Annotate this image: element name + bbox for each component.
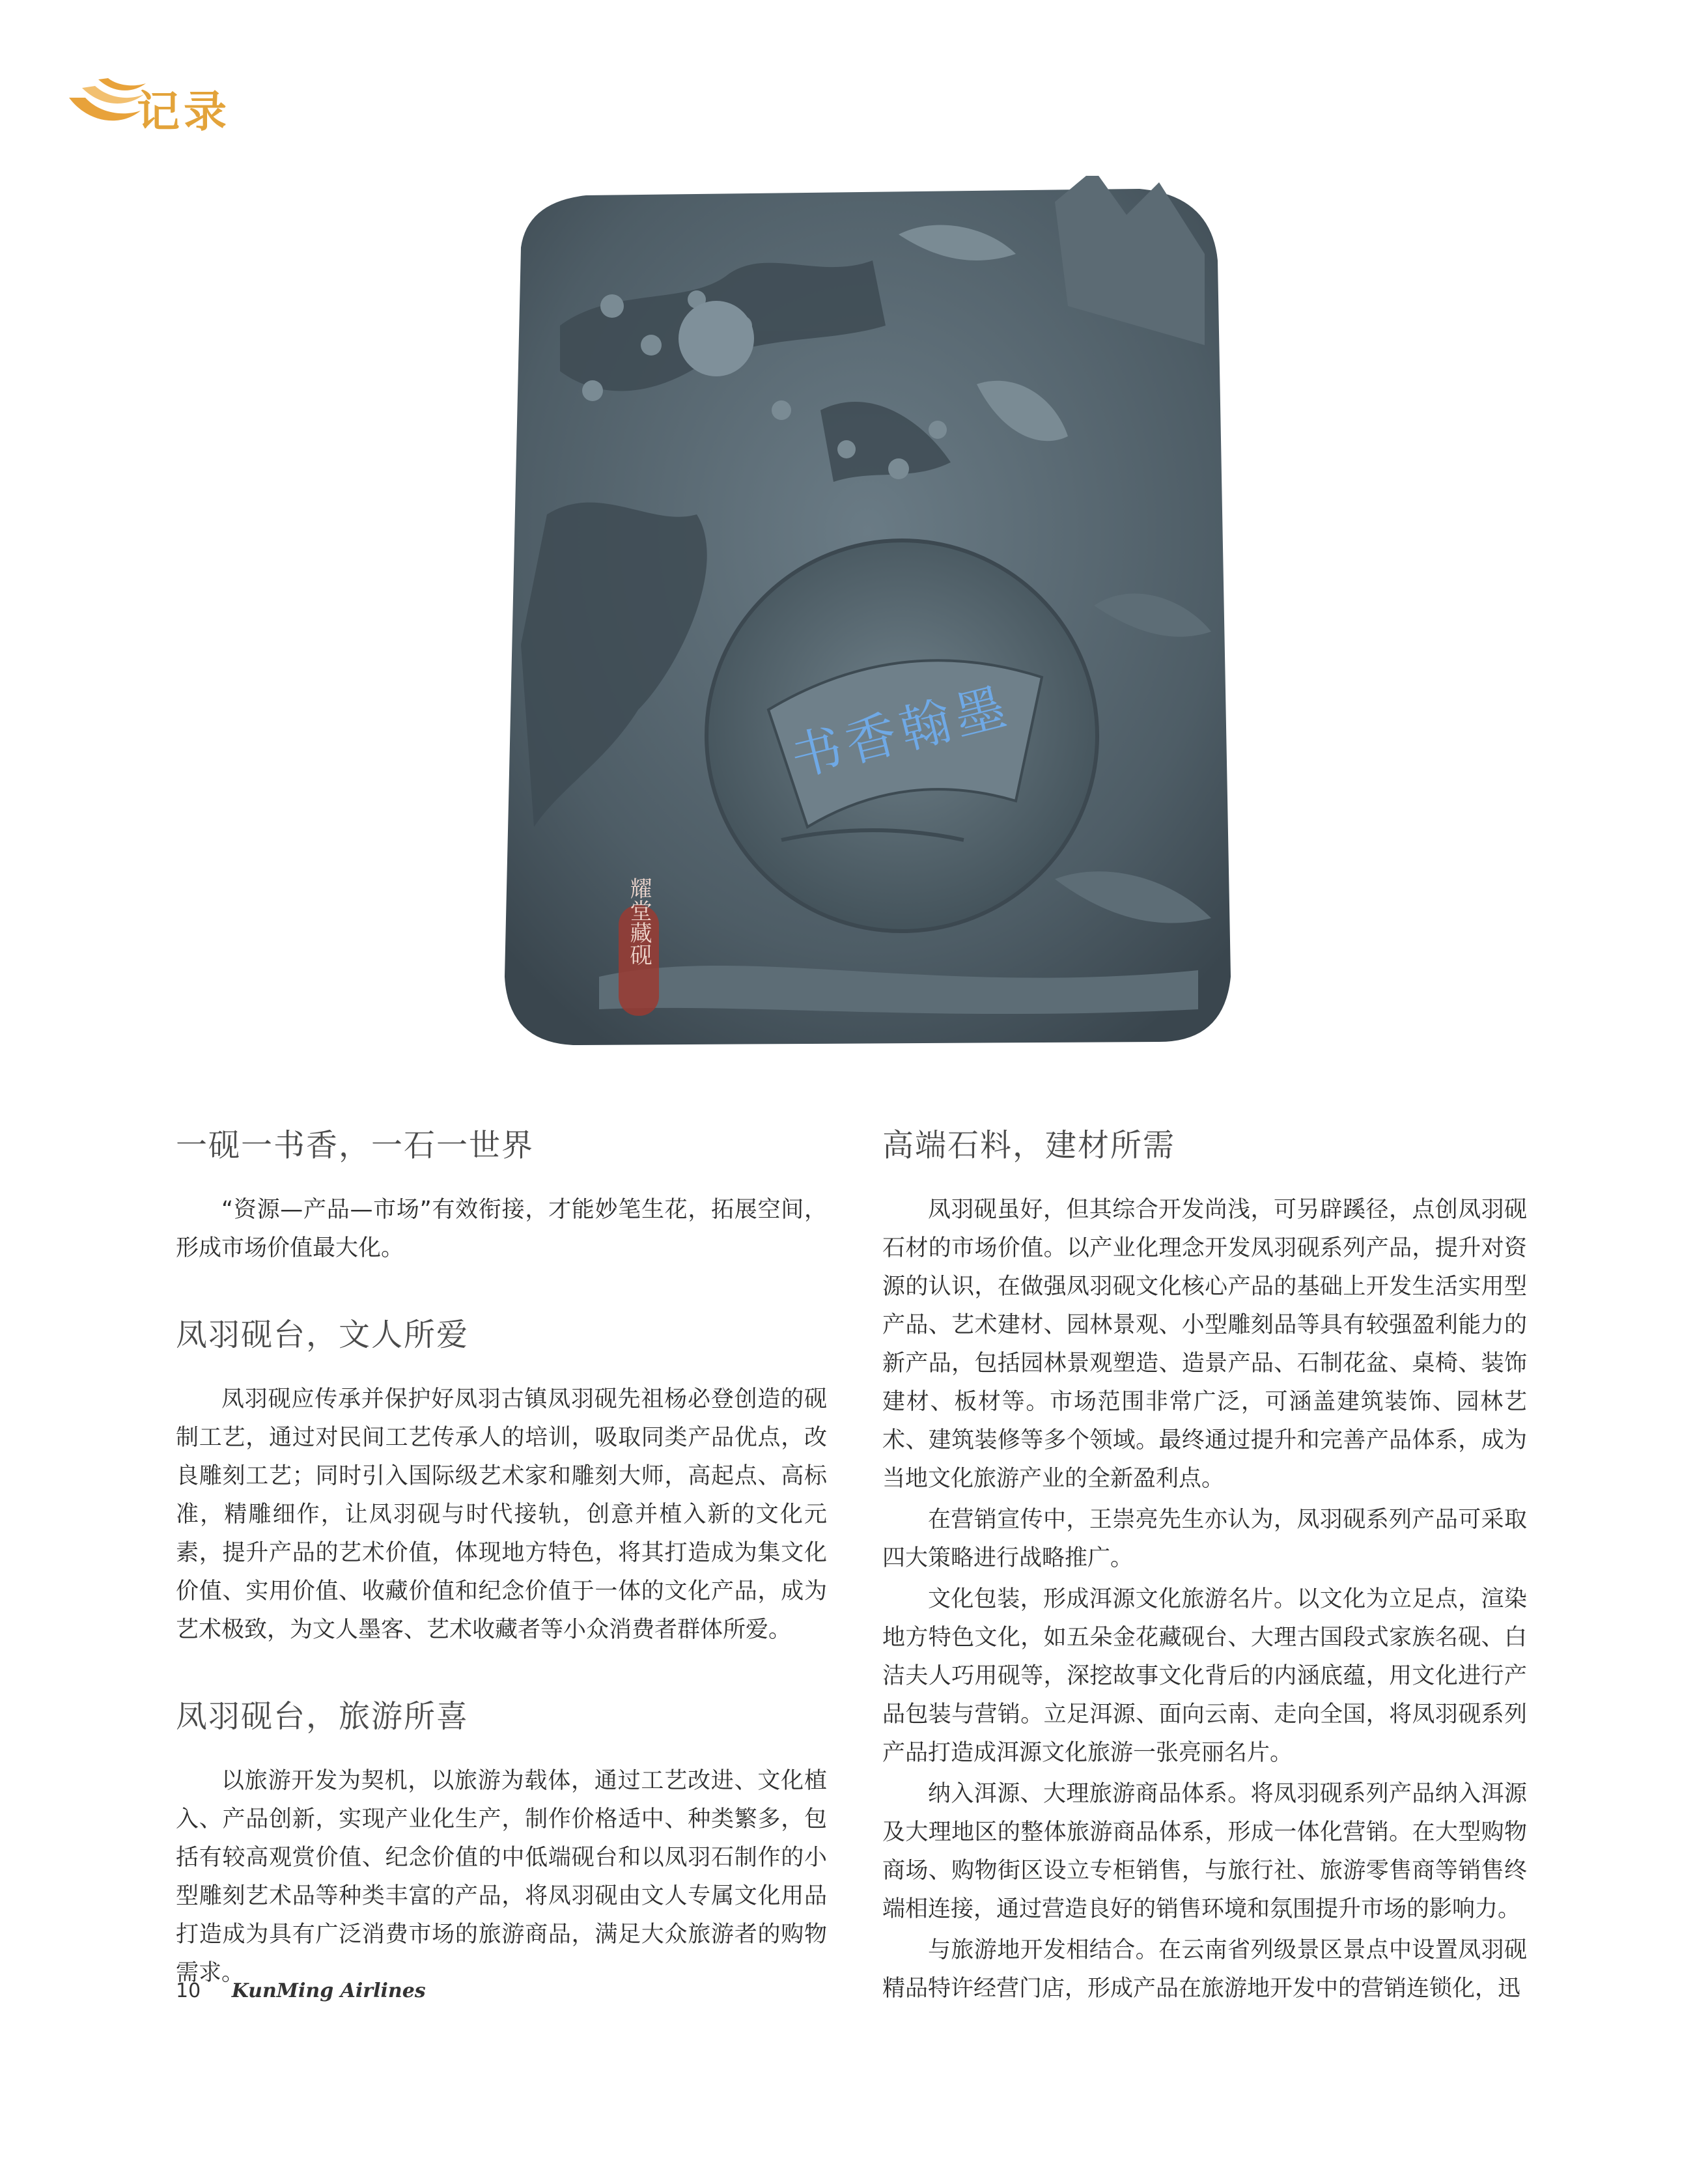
section-heading: 凤羽砚台，旅游所喜: [176, 1698, 469, 1735]
paragraph: 凤羽砚应传承并保护好凤羽古镇凤羽砚先祖杨必登创造的砚制工艺，通过对民间工艺传承人的培训，吸取同类产品优点，改良雕刻工艺；同时引入国际级艺术家和雕刻大师，高起点、高标准，精雕细作，让凤羽砚与时代接轨，创意并植入新的文化元素，提升产品的艺术价值，体现地方特色，将其打造成为集文化价值、实用价值、收藏价值和纪念价值于一体的文化产品，成为艺术极致，为文人墨客、艺术收藏者等小众消费者群体所爱。: [176, 1386, 827, 1643]
paragraph: “资源—产品—市场”有效衔接，才能妙笔生花，拓展空间，形成市场价值最大化。: [176, 1197, 827, 1261]
magazine-name: KunMing Airlines: [231, 1980, 426, 2002]
seal-text: 耀堂藏砚: [626, 877, 652, 966]
page-footer: [176, 1980, 426, 2002]
page-number: 10: [176, 1980, 201, 2002]
right-column: [882, 1120, 1527, 2011]
left-column: [176, 1120, 827, 1995]
paragraph: 凤羽砚虽好，但其综合开发尚浅，可另辟蹊径，点创凤羽砚石材的市场价值。以产业化理念开发凤羽砚系列产品，提升对资源的认识，在做强凤羽砚文化核心产品的基础上开发生活实用型产品、艺术建材、园林景观、小型雕刻品等具有较强盈利能力的新产品，包括园林景观塑造、造景产品、石制花盆、桌椅、装饰建材、板材等。市场范围非常广泛，可涵盖建筑装饰、园林艺术、建筑装修等多个领域。最终通过提升和完善产品体系，成为当地文化旅游产业的全新盈利点。: [882, 1197, 1527, 1492]
section-heading: 一砚一书香，一石一世界: [176, 1127, 535, 1164]
section-heading: 凤羽砚台，文人所爱: [176, 1317, 469, 1353]
section-heading: 高端石料，建材所需: [882, 1127, 1176, 1164]
section-title: 记录: [137, 87, 231, 137]
paragraph: 纳入洱源、大理旅游商品体系。将凤羽砚系列产品纳入洱源及大理地区的整体旅游商品体系，形成一体化营销。在大型购物商场、购物街区设立专柜销售，与旅行社、旅游零售商等销售终端相连接，通过营造良好的销售环境和氛围提升市场的影响力。: [882, 1781, 1527, 1922]
plaque-text: 书香翰墨: [785, 677, 1017, 789]
paragraph: 在营销宣传中，王崇亮先生亦认为，凤羽砚系列产品可采取四大策略进行战略推广。: [882, 1507, 1527, 1571]
paragraph: 文化包装，形成洱源文化旅游名片。以文化为立足点，渲染地方特色文化，如五朵金花藏砚台、大理古国段式家族名砚、白洁夫人巧用砚等，深挖故事文化背后的内涵底蕴，用文化进行产品包装与营销。立足洱源、面向云南、走向全国，将凤羽砚系列产品打造成洱源文化旅游一张亮丽名片。: [882, 1586, 1527, 1766]
paragraph: 与旅游地开发相结合。在云南省列级景区景点中设置凤羽砚精品特许经营门店，形成产品在旅游地开发中的营销连锁化，迅: [882, 1937, 1527, 2002]
inkstone-photo: [482, 176, 1263, 1061]
paragraph: 以旅游开发为契机，以旅游为载体，通过工艺改进、文化植入、产品创新，实现产业化生产，制作价格适中、种类繁多，包括有较高观赏价值、纪念价值的中低端砚台和以凤羽石制作的小型雕刻艺术品等种类丰富的产品，将凤羽砚由文人专属文化用品打造成为具有广泛消费市场的旅游商品，满足大众旅游者的购物需求。: [176, 1768, 827, 1986]
